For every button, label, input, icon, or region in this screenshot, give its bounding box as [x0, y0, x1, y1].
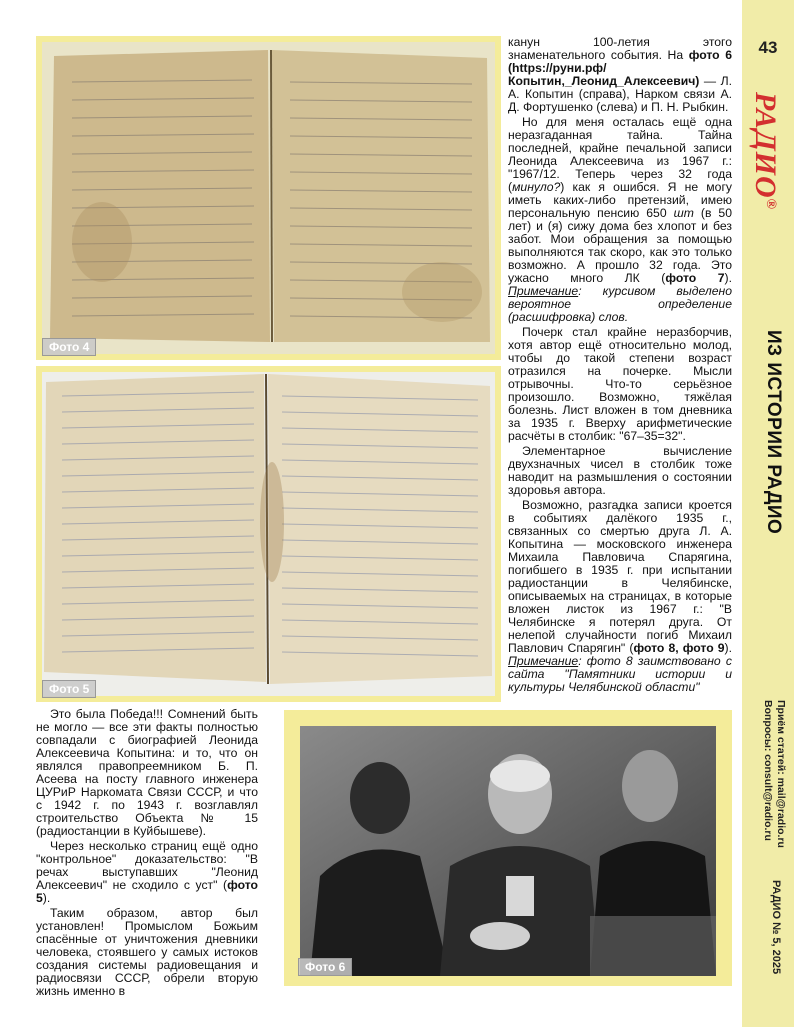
- page-number: 43: [758, 38, 778, 57]
- registered-mark: ®: [763, 198, 778, 211]
- right-paragraph-1: канун 100-летия этого знаменательного события. На фото 6 (https://руни.рф/Копытин,_Леонид_Алексеевич) — Л. А. Копытин (справа), Нарком связи А. Д. Фортушенко (слева) и П. Н. Рыбкин.: [508, 35, 733, 114]
- sidebar: [742, 0, 794, 1027]
- contact-submissions: Приём статей: mail@radio.ru: [775, 700, 787, 848]
- right-column-text: [508, 36, 732, 696]
- left-column-text: [36, 708, 258, 1000]
- left-paragraph-3: Таким образом, автор был установлен! Промыслом Божьим спасённые от уничтожения дневники человека, стоявшего у самых истоков создания системы радиовещания и радиосвязи СССР, обрели вторую жизнь именно в: [36, 906, 258, 998]
- photo-5-frame: [36, 366, 501, 702]
- section-title: ИЗ ИСТОРИИ РАДИО: [763, 330, 784, 535]
- right-paragraph-3: Почерк стал крайне неразборчив, хотя автор ещё относительно молод, чтобы до такой степени возраст отразился на почерке. Мысли отрывочны. Что-то серьёзное произошло. Возможно, тяжёлая болезнь. Лист вложен в том дневника за 1935 г. Вверху арифметические расчёты в столбик: "67–35=32".: [508, 325, 732, 443]
- right-paragraph-5: Возможно, разгадка записи кроется в событиях далёкого 1935 г., связанных со смертью друга Л. А. Копытина — московского инженера Михаила Павловича Спарягина, погибшего в 1935 г. при испытании радиостанции в Челябинске, описываемых на страницах, в которые вложен листок из 1967 г.: "В Челябинске я потерял друга. От нелепой случайности погиб Михаил Павлович Спарягин" (фото 8, фото 9). Примечание: фото 8 заимствовано с сайта "Памятники истории и культуры Челябинской области": [508, 498, 732, 694]
- photo-4-label: Фото 4: [42, 338, 96, 356]
- photo-6-frame: [284, 710, 732, 986]
- photo-4-frame: [36, 36, 501, 360]
- photo-4-image: [42, 42, 495, 354]
- photo-5-image: [42, 372, 495, 696]
- photo-5-label: Фото 5: [42, 680, 96, 698]
- left-paragraph-1: Это была Победа!!! Сомнений быть не могло — все эти факты полностью совпадали с биографией Леонида Алексеевича Копытина: и то, что он являлся правопреемником Б. П. Асеева на посту главного инженера ЦУРиР Наркомата Связи СССР, и что с 1942 г. по 1943 г. возглавлял строительство Объекта № 15 (радиостанции в Куйбышеве).: [36, 707, 258, 838]
- photo-6-label: Фото 6: [298, 958, 352, 976]
- brand-name: РАДИО: [749, 92, 782, 199]
- issue-label: РАДИО № 5, 2025: [770, 880, 782, 975]
- photo-6-image: [300, 726, 716, 976]
- right-paragraph-4: Элементарное вычисление двухзначных чисел в столбик тоже наводит на размышления о состоянии здоровья автора.: [508, 444, 732, 497]
- right-paragraph-2: Но для меня осталась ещё одна неразгаданная тайна. Тайна последней, крайне печальной записи Леонида Алексеевича из 1967 г.: "1967/12. Теперь через 32 года (минуло?) как я ошибся. Я не могу иметь каких-либо претензий, имею персональную пенсию 650 шт (в 50 лет) и (я) сижу дома без хлопот и без забот. Мои обращения за помощью выполняются так скоро, как это только возможно. А прошло 32 года. Это ужасно много ЛК (фото 7). Примечание: курсивом выделено вероятное определение (расшифровка) слов.: [508, 115, 732, 324]
- left-paragraph-2: Через несколько страниц ещё одно "контрольное" доказательство: "В речах выступавших "Леонид Алексеевич" не сходило с уст" (фото 5).: [36, 839, 258, 905]
- contact-questions: Вопросы: consult@radio.ru: [762, 700, 774, 841]
- brand-logo: [748, 92, 782, 210]
